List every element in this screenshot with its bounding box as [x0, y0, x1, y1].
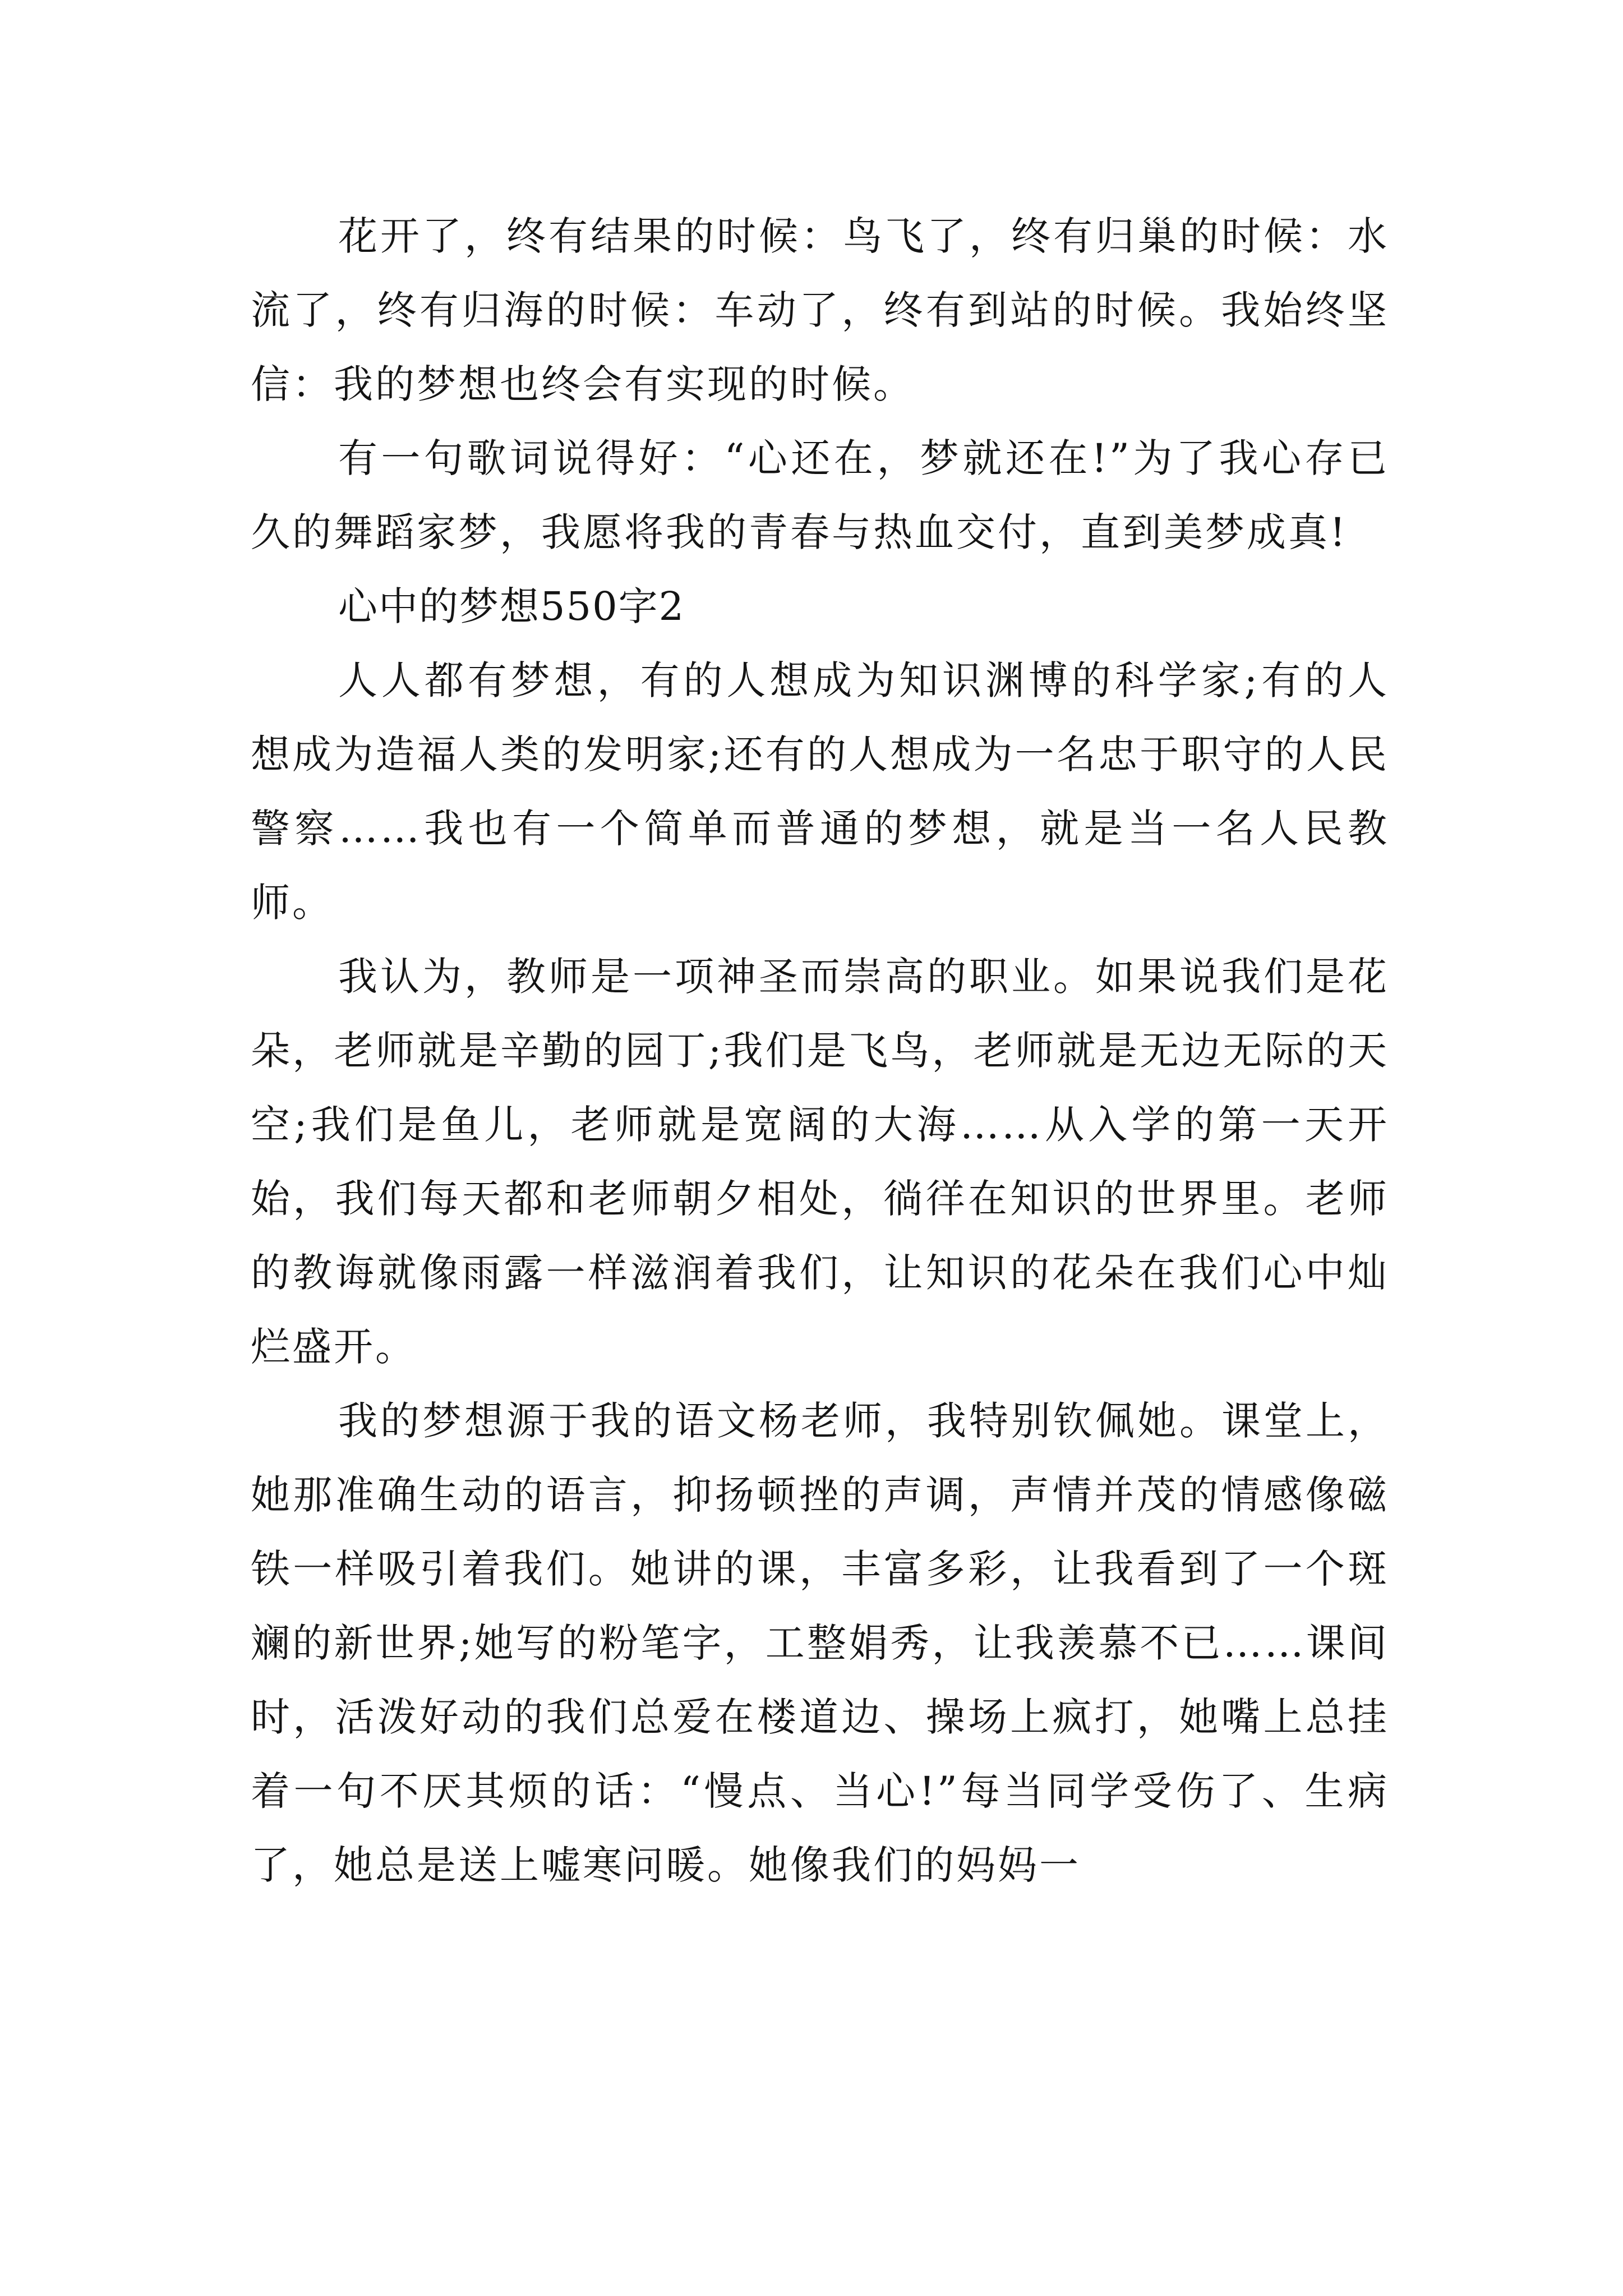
paragraph: 人人都有梦想，有的人想成为知识渊博的科学家;有的人想成为造福人类的发明家;还有的人想成为一名忠于职守的人民警察……我也有一个简单而普通的梦想，就是当一名人民教师。: [251, 657, 1389, 926]
paragraph: 我的梦想源于我的语文杨老师，我特别钦佩她。课堂上，她那准确生动的语言，抑扬顿挫的声调，声情并茂的情感像磁铁一样吸引着我们。她讲的课，丰富多彩，让我看到了一个斑斓的新世界;她写的粉笔字，工整娟秀，让我羡慕不已……课间时，活泼好动的我们总爱在楼道边、操场上疯打，她嘴上总挂着一句不厌其烦的话：“慢点、当心!”每当同学受伤了、生病了，她总是送上嘘寒问暖。她像我们的妈妈一: [251, 1398, 1389, 1888]
document-body: [251, 199, 1389, 1902]
section-heading: 心中的梦想550字2: [338, 583, 685, 629]
paragraph: 花开了，终有结果的时候：鸟飞了，终有归巢的时候：水流了，终有归海的时候：车动了，终有到站的时候。我始终坚信：我的梦想也终会有实现的时候。: [251, 213, 1389, 407]
paragraph: 有一句歌词说得好：“心还在，梦就还在!”为了我心存已久的舞蹈家梦，我愿将我的青春与热血交付，直到美梦成真!: [251, 435, 1389, 555]
paragraph: 我认为，教师是一项神圣而崇高的职业。如果说我们是花朵，老师就是辛勤的园丁;我们是飞鸟，老师就是无边无际的天空;我们是鱼儿，老师就是宽阔的大海……从入学的第一天开始，我们每天都和老师朝夕相处，徜徉在知识的世界里。老师的教诲就像雨露一样滋润着我们，让知识的花朵在我们心中灿烂盛开。: [251, 954, 1389, 1370]
